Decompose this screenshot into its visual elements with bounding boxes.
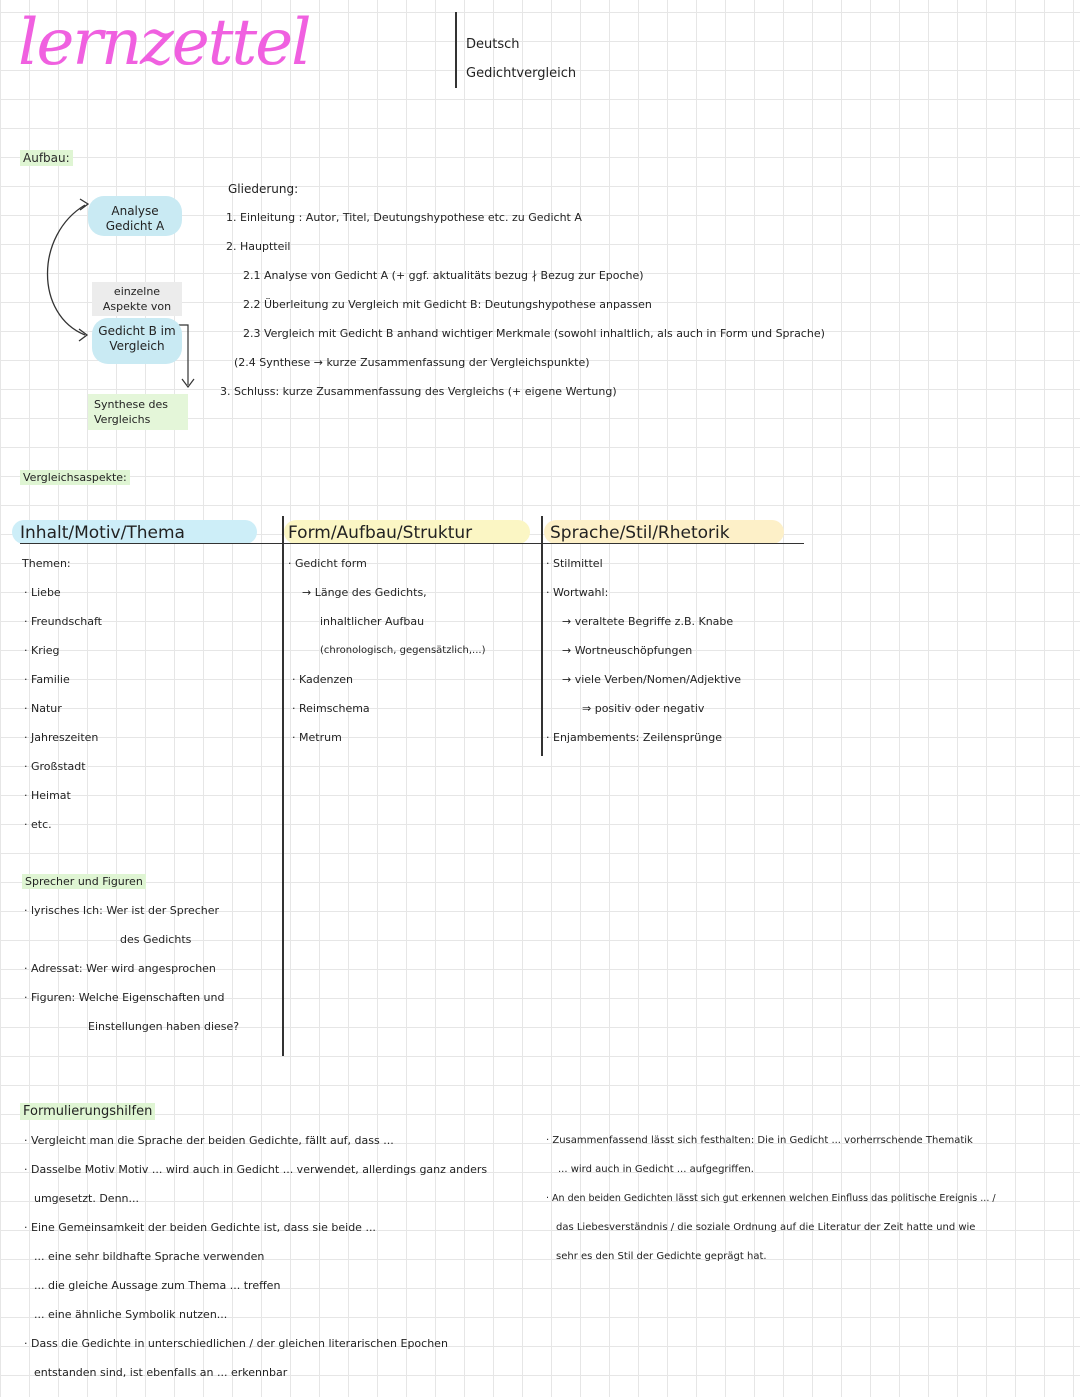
col-divider-1 [282,516,284,1056]
form-line: · Kadenzen [292,673,353,686]
sprecher-line: des Gedichts [120,933,192,946]
sprecher-line: · Adressat: Wer wird angesprochen [24,962,216,975]
formulierung-left-line: entstanden sind, ist ebenfalls an ... erkennbar [34,1366,288,1379]
formulierung-right-line: · Zusammenfassend lässt sich festhalten: Die in Gedicht ... vorherrschende Thematik [546,1135,973,1146]
thema-item: · Freundschaft [24,615,102,628]
formulierung-left-line: ... eine sehr bildhafte Sprache verwenden [34,1250,265,1263]
gliederung-title: Gliederung: [228,182,299,196]
synthese-box: Synthese des Vergleichs [88,394,188,430]
sprache-line: · Enjambements: Zeilensprünge [546,731,722,744]
thema-item: · Jahreszeiten [24,731,98,744]
aspekte-box: einzelne Aspekte von [92,282,182,316]
formulierung-right-line: sehr es den Stil der Gedichte geprägt hat. [556,1251,767,1262]
col1-head: Inhalt/Motiv/Thema [20,523,282,544]
form-line: inhaltlicher Aufbau [320,615,425,628]
header-divider [455,12,457,88]
formulierung-left-line: · Dasselbe Motiv Motiv ... wird auch in Gedicht ... verwendet, allerdings ganz anders [24,1163,487,1176]
form-line: · Reimschema [292,702,370,715]
thema-item: · Familie [24,673,70,686]
formulierung-left-line: ... eine ähnliche Symbolik nutzen... [34,1308,228,1321]
sprache-line: · Stilmittel [546,557,603,570]
aufbau-label: Aufbau: [20,151,73,165]
sprache-line: → veraltete Begriffe z.B. Knabe [562,615,734,628]
thema-item: · Liebe [24,586,61,599]
page-title: lernzettel [18,6,310,80]
sprache-line: → Wortneuschöpfungen [562,644,693,657]
thema-item: · Großstadt [24,760,86,773]
sprecher-line: Einstellungen haben diese? [88,1020,240,1033]
gliederung-line-6: (2.4 Synthese → kurze Zusammenfassung der Vergleichspunkte) [234,356,590,369]
form-line: · Metrum [292,731,342,744]
form-line: · Gedicht form [288,557,367,570]
subject: Deutsch [466,37,520,52]
formulierung-left-line: · Dass die Gedichte in unterschiedlichen / der gleichen literarischen Epochen [24,1337,448,1350]
thema-item: · Heimat [24,789,71,802]
sprache-line: · Wortwahl: [546,586,608,599]
formulierung-left-line: umgesetzt. Denn... [34,1192,139,1205]
topic: Gedichtvergleich [466,66,577,81]
analyse-box: Analyse Gedicht A [88,196,182,236]
sprecher-title: Sprecher und Figuren [22,875,146,888]
formulierung-right-line: ... wird auch in Gedicht ... aufgegriffen. [558,1164,754,1175]
gliederung-line-5: 2.3 Vergleich mit Gedicht B anhand wichtiger Merkmale (sowohl inhaltlich, als auch in Form und Sprache) [243,327,825,340]
formulierung-right-line: · An den beiden Gedichten lässt sich gut erkennen welchen Einfluss das politische Ereignis ... / [546,1193,996,1204]
col2-head: Form/Aufbau/Struktur [284,523,544,544]
thema-item: · etc. [24,818,52,831]
gliederung-line-4: 2.2 Überleitung zu Vergleich mit Gedicht B: Deutungshypothese anpassen [243,298,652,311]
formulierung-right-line: das Liebesverständnis / die soziale Ordnung auf die Literatur der Zeit hatte und wie [556,1222,976,1233]
sprecher-line: · lyrisches Ich: Wer ist der Sprecher [24,904,219,917]
col-divider-2 [541,516,543,756]
vergleich-box: Gedicht B im Vergleich [92,318,182,364]
formulierung-left-line: · Vergleicht man die Sprache der beiden Gedichte, fällt auf, dass ... [24,1134,394,1147]
sprache-line: ⇒ positiv oder negativ [582,702,705,715]
form-line: (chronologisch, gegensätzlich,...) [320,645,486,656]
form-line: → Länge des Gedichts, [302,586,427,599]
formulierung-label: Formulierungshilfen [20,1104,155,1119]
gliederung-line-7: 3. Schluss: kurze Zusammenfassung des Vergleichs (+ eigene Wertung) [220,385,617,398]
sprecher-line: · Figuren: Welche Eigenschaften und [24,991,224,1004]
formulierung-left-line: · Eine Gemeinsamkeit der beiden Gedichte ist, dass sie beide ... [24,1221,376,1234]
formulierung-left-line: ... die gleiche Aussage zum Thema ... treffen [34,1279,281,1292]
gliederung-line-1: 1. Einleitung : Autor, Titel, Deutungshypothese etc. zu Gedicht A [226,211,582,224]
themen-label: Themen: [22,557,71,570]
gliederung-line-3: 2.1 Analyse von Gedicht A (+ ggf. aktualitäts bezug ∤ Bezug zur Epoche) [243,269,644,282]
vergleich-label: Vergleichsaspekte: [20,471,130,484]
sprache-line: → viele Verben/Nomen/Adjektive [562,673,742,686]
col3-head: Sprache/Stil/Rhetorik [544,523,804,544]
gliederung-line-2: 2. Hauptteil [226,240,291,253]
thema-item: · Krieg [24,644,60,657]
thema-item: · Natur [24,702,62,715]
